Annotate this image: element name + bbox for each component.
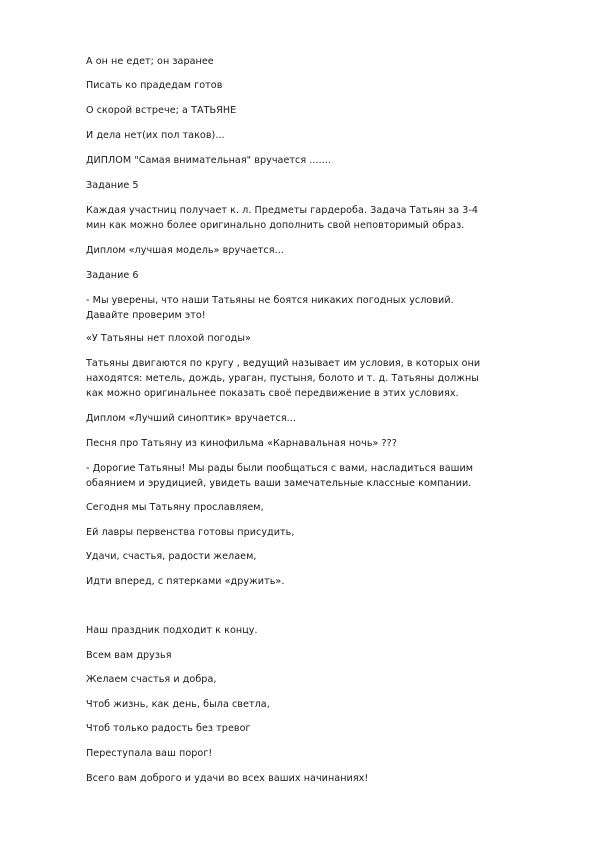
text-line: Удачи, счастья, радости желаем, [86, 551, 257, 562]
text-line: - Дорогие Татьяны! Мы рады были пообщаться с вами, насладиться вашим [86, 463, 474, 474]
text-line: Желаем счастья и добра, [86, 674, 217, 685]
text-line: Идти вперед, с пятерками «дружить». [86, 576, 285, 587]
text-line: Диплом «лучшая модель» вручается... [86, 245, 284, 256]
section-heading: Задание 6 [86, 270, 139, 281]
text-line: Чтоб только радость без тревог [86, 723, 251, 734]
text-line: Ей лавры первенства готовы присудить, [86, 527, 295, 538]
text-line: находятся: метель, дождь, ураган, пустыня, болото и т. д. Татьяны должны [86, 373, 479, 384]
text-line: Давайте проверим это! [86, 310, 206, 321]
text-line: обаянием и эрудицией, увидеть ваши замечательные классные компании. [86, 478, 472, 489]
text-line: Переступала ваш порог! [86, 748, 213, 759]
text-line: мин как можно более оригинально дополнить свой неповторимый образ. [86, 220, 465, 231]
text-line: Сегодня мы Татьяну прославляем, [86, 502, 264, 513]
text-line: Всего вам доброго и удачи во всех ваших начинаниях! [86, 773, 369, 784]
text-line: Писать ко прадедам готов [86, 80, 223, 91]
text-line: - Мы уверены, что наши Татьяны не боятся никаких погодных условий. [86, 295, 454, 306]
text-line: Татьяны двигаются по кругу , ведущий называет им условия, в которых они [86, 358, 481, 369]
section-heading: Задание 5 [86, 180, 139, 191]
text-line: О скорой встрече; а ТАТЬЯНЕ [86, 105, 237, 116]
text-line: ДИПЛОМ "Самая внимательная" вручается ....... [86, 155, 331, 166]
text-line: Чтоб жизнь, как день, была светла, [86, 699, 270, 710]
text-line: Песня про Татьяну из кинофильма «Карнавальная ночь» ??? [86, 438, 397, 449]
text-line: И дела нет(их пол таков)... [86, 130, 225, 141]
text-line: А он не едет; он заранее [86, 56, 214, 67]
text-line: Каждая участниц получает к. л. Предметы гардероба. Задача Татьян за 3-4 [86, 205, 479, 216]
text-line: Всем вам друзья [86, 650, 172, 661]
text-line: «У Татьяны нет плохой погоды» [86, 333, 251, 344]
text-line: как можно оригинальнее показать своё передвижение в этих условиях. [86, 388, 459, 399]
text-line: Наш праздник подходит к концу. [86, 625, 258, 636]
text-line: Диплом «Лучший синоптик» вручается... [86, 413, 296, 424]
